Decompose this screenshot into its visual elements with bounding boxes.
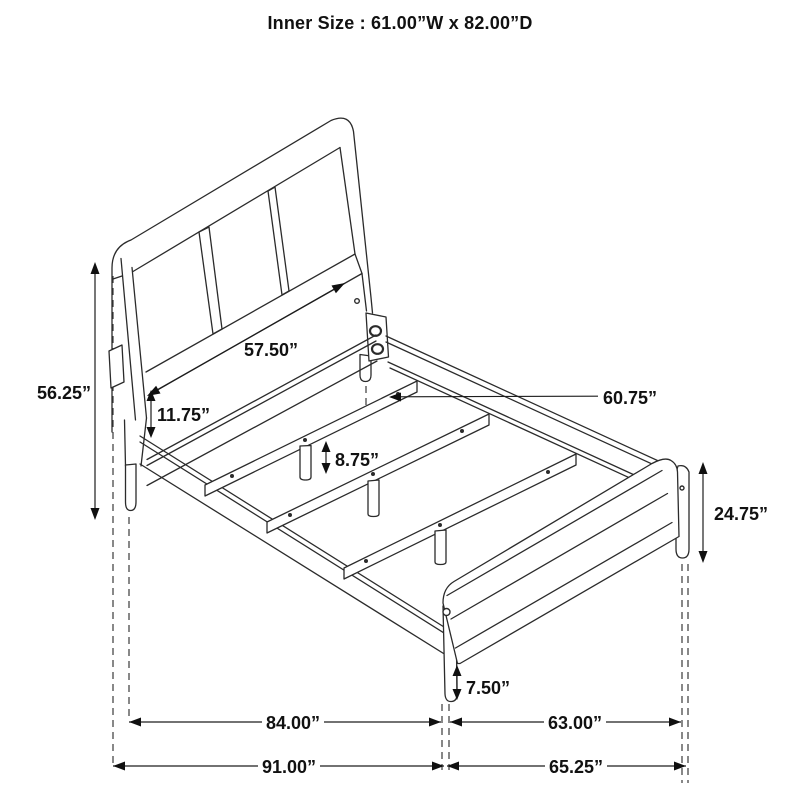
headboard-mullion-1	[199, 227, 222, 334]
headboard-right-bracket	[355, 299, 389, 382]
dim-footboard-height	[699, 462, 769, 563]
headboard-left-bracket	[109, 345, 124, 388]
dim-footboard-leg-height	[453, 665, 511, 700]
slat-screw-dots	[230, 392, 550, 563]
headboard-left-leg	[125, 418, 147, 511]
footboard-post-hole	[680, 486, 684, 490]
dim-label-slat-length: 60.75”	[603, 388, 658, 408]
dim-label-headboard-height: 56.25”	[36, 383, 92, 403]
dim-overall-depth	[113, 757, 444, 777]
dim-label-footboard-width: 63.00”	[547, 713, 603, 733]
dim-headboard-panel-width	[147, 283, 345, 396]
slat-2-leg	[368, 480, 379, 517]
dim-label-headboard-panel-width: 57.50”	[243, 340, 299, 360]
dim-label-rail-span-depth: 84.00”	[265, 713, 321, 733]
dim-label-slat-leg-height: 8.75”	[335, 450, 380, 470]
dim-label-footboard-overall-width: 65.25”	[548, 757, 604, 777]
headboard-mullion-2	[268, 187, 289, 295]
slat-3-leg	[435, 530, 446, 565]
dim-label-footboard-leg-height: 7.50”	[466, 678, 511, 698]
dim-label-headboard-rail-gap: 11.75”	[157, 405, 211, 425]
stile-bolt-hole	[355, 299, 360, 304]
dim-slat-leg-height	[322, 441, 380, 474]
dim-footboard-width	[450, 713, 681, 733]
bracket-bolt-hole-bottom	[372, 344, 383, 354]
dim-rail-span-depth	[129, 713, 441, 733]
diagram-title: Inner Size : 61.00”W x 82.00”D	[267, 13, 533, 33]
dim-label-overall-depth: 91.00”	[261, 757, 317, 777]
bracket-bolt-hole-top	[370, 326, 381, 336]
slat-1-leg	[300, 446, 311, 481]
dim-headboard-height	[37, 262, 100, 520]
dim-footboard-overall-width	[447, 757, 686, 777]
footboard-panel	[443, 459, 679, 663]
dim-label-footboard-height: 24.75”	[714, 504, 769, 524]
footboard	[443, 459, 689, 701]
rail-end-cap	[443, 609, 450, 616]
